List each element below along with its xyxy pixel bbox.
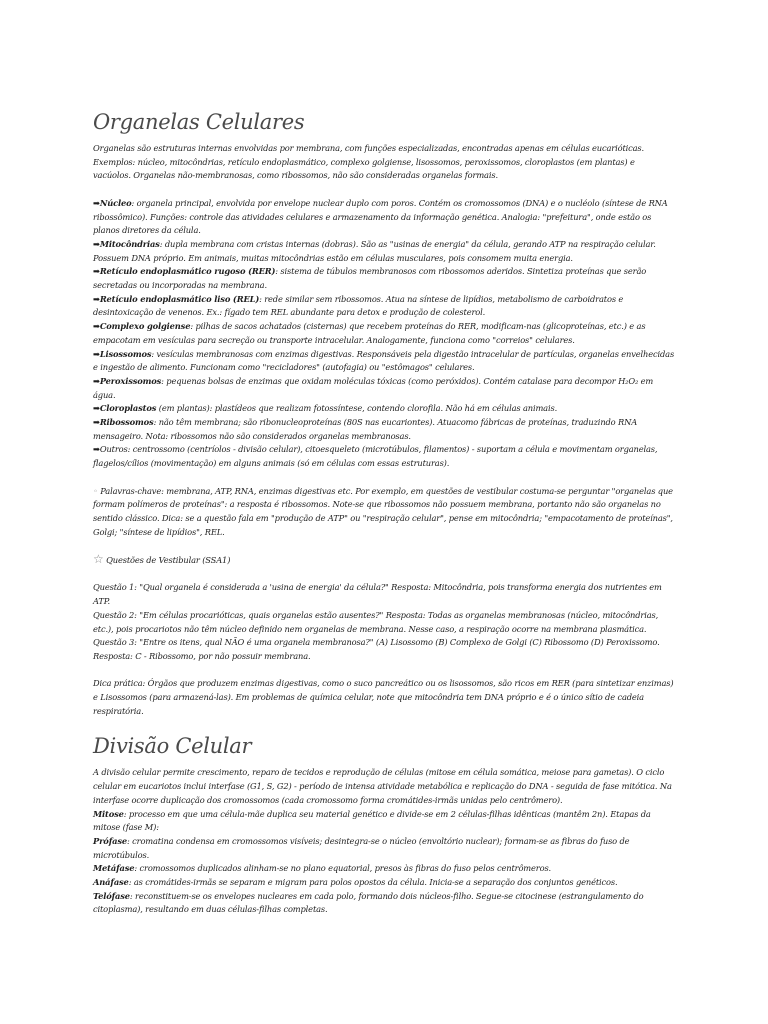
- star-icon: ☆: [93, 552, 104, 567]
- item-term: Núcleo: [99, 197, 132, 208]
- item-ribossomos: [93, 416, 675, 443]
- item-nucleo: [93, 197, 675, 238]
- item-text: (em plantas): plastídeos que realizam fotossíntese, contendo clorofila. Não há em células animais.: [156, 403, 558, 414]
- arrow-icon: ➡: [93, 403, 100, 414]
- item-text: : pilhas de sacos achatados (cisternas) que recebem proteínas do RER, modificam-nas (glicoproteínas, etc.) e as empacotam em vesículas para secreção ou transporte intracelular. Analogamente, funciona como "correios" celulares.: [93, 321, 646, 345]
- divisao-intro: A divisão celular permite crescimento, reparo de tecidos e reprodução de células (mitose em célula somática, meiose para gametas). O ciclo celular em eucariotos inclui interfase (G1, S, G2) - período de intensa atividade metabólica e replicação do DNA - seguida de fase mitótica. Na interfase ocorre duplicação dos cromossomos (cada cromossomo forma cromátides-irmãs unidas pelo centrômero).: [93, 767, 672, 805]
- item-cloroplastos: [93, 402, 675, 416]
- item-anafase: [93, 876, 675, 890]
- section-title-organelas: Organelas Celulares: [93, 110, 305, 134]
- item-text: : organela principal, envolvida por envelope nuclear duplo com poros. Contém os cromossomos (DNA) e o nucléolo (síntese de RNA ribossômico). Funções: controle das atividades celulares e armazenamento da informação genética. Analogia: "prefeitura", onde estão os planos diretores da célula.: [93, 197, 668, 236]
- item-mitose: [93, 808, 675, 835]
- keywords-paragraph: [93, 485, 675, 540]
- item-text: : reconstituem-se os envelopes nucleares em cada polo, formando dois núcleos-filho. Segue-se citocinese (estrangulamento do citoplasma), resultando em duas células-filhas completas.: [93, 890, 644, 915]
- organelas-intro: Organelas são estruturas internas envolvidas por membrana, com funções especializadas, encontradas apenas em células eucarióticas. Exemplos: núcleo, mitocôndrias, retículo endoplasmático, complexo golgiense, lisossomos, peroxissomos, cloroplastos (em plantas) e vacúolos. Organelas não-membranosas, como ribossomos, não são consideradas organelas formais.: [93, 143, 645, 181]
- item-text: : processo em que uma célula-mãe duplica seu material genético e divide-se em 2 células-filhas idênticas (mantêm 2n). Etapas da mitose (fase M):: [93, 808, 651, 833]
- arrow-icon: ➡: [93, 444, 100, 455]
- item-telofase: [93, 890, 675, 917]
- item-metafase: [93, 862, 675, 876]
- item-text: : dupla membrana com cristas internas (dobras). São as "usinas de energia" da célula, gerando ATP na respiração celular. Possuem DNA próprio. Em animais, muitas mitocôndrias estão em células musculares, pois consomem muita energia.: [93, 238, 656, 263]
- item-term: Lisossomos: [99, 348, 152, 359]
- item-peroxissomos: [93, 375, 675, 402]
- item-text: : pequenas bolsas de enzimas que oxidam moléculas tóxicas (como peróxidos). Contém catalase para decompor H₂O₂ em água.: [93, 375, 654, 400]
- item-term: Peroxissomos: [99, 375, 162, 386]
- arrow-icon: ➡: [93, 417, 100, 428]
- item-lisossomos: [93, 348, 675, 375]
- arrow-icon: ➡: [93, 266, 100, 277]
- item-rel: [93, 293, 675, 320]
- item-text: Outros: centrossomo (centríolos - divisão celular), citoesqueleto (microtúbulos, filamentos) - suportam a célula e movimentam organelas, flagelos/cílios (movimentação) em alguns animais (só em células com essas estruturas).: [93, 444, 658, 469]
- item-text: : sistema de túbulos membranosos com ribossomos aderidos. Sintetiza proteínas que serão secretadas ou incorporadas na membrana.: [93, 266, 647, 291]
- item-term: Cloroplastos: [99, 403, 157, 414]
- arrow-icon: ➡: [93, 293, 100, 304]
- item-outros: [93, 443, 675, 470]
- questions-title: Questões de Vestibular (SSA1): [106, 555, 231, 566]
- arrow-icon: ➡: [93, 375, 100, 386]
- item-text: : rede similar sem ribossomos. Atua na síntese de lipídios, metabolismo de carboidratos e desintoxicação de venenos. Ex.: fígado tem REL abundante para detox e produção de colesterol.: [93, 293, 624, 318]
- arrow-icon: ➡: [93, 238, 100, 249]
- item-term: Anáfase: [93, 877, 129, 888]
- arrow-icon: ➡: [93, 348, 100, 359]
- item-golgi: [93, 320, 675, 347]
- item-text: : vesículas membranosas com enzimas digestivas. Responsáveis pela digestão intracelular de partículas, organelas envelhecidas e ingestão de alimento. Funcionam como "recicladores" (autofagia) ou "estômagos" celulares.: [93, 348, 675, 373]
- item-term: Mitocôndrias: [99, 238, 160, 249]
- item-text: : cromatina condensa em cromossomos visíveis; desintegra-se o núcleo (envoltório nuclear); formam-se as fibras do fuso de microtúbulos.: [93, 835, 630, 860]
- bullet-icon: ◦: [93, 485, 98, 496]
- item-term: Metáfase: [93, 863, 135, 874]
- item-term: Retículo endoplasmático rugoso (RER): [99, 266, 276, 277]
- item-term: Retículo endoplasmático liso (REL): [99, 293, 260, 304]
- arrow-icon: ➡: [93, 321, 100, 332]
- arrow-icon: ➡: [93, 197, 100, 208]
- item-term: Prófase: [93, 835, 127, 846]
- questions-heading: [93, 553, 675, 568]
- document-content: [93, 108, 675, 917]
- item-mitocondrias: [93, 238, 675, 265]
- keywords-text: Palavras-chave: membrana, ATP, RNA, enzimas digestivas etc. Por exemplo, em questões de vestibular costuma-se perguntar "organelas que formam polímeros de proteínas": a resposta é ribossomos. Note-se que ribossomos não possuem membrana, portanto não são organelas no sentido clássico. Dica: se a questão fala em "produção de ATP" ou "respiração celular", pense em mitocôndria; "empacotamento de proteínas", Golgi; "síntese de lipídios", REL.: [93, 485, 673, 537]
- item-term: Mitose: [93, 808, 124, 819]
- item-profase: [93, 835, 675, 862]
- question-3: Questão 3: "Entre os itens, qual NÃO é uma organela membranosa?" (A) Lisossomo (B) Complexo de Golgi (C) Ribossomo (D) Peroxissomo. Resposta: C - Ribossomo, por não possuir membrana.: [93, 637, 660, 661]
- item-text: : as cromátides-irmãs se separam e migram para polos opostos da célula. Inicia-se a separação dos conjuntos genéticos.: [128, 877, 618, 888]
- question-2: Questão 2: "Em células procarióticas, quais organelas estão ausentes?" Resposta: Todas as organelas membranosas (núcleo, mitocôndrias, etc.), pois procariotos não têm núcleo definido nem organelas de membrana. Nesse caso, a respiração ocorre na membrana plasmática.: [93, 609, 659, 634]
- item-text: : cromossomos duplicados alinham-se no plano equatorial, presos às fibras do fuso pelos centrômeros.: [134, 863, 552, 874]
- item-term: Telófase: [93, 890, 130, 901]
- tip-paragraph: Dica prática: Órgãos que produzem enzimas digestivas, como o suco pancreático ou os lisossomos, são ricos em RER (para sintetizar enzimas) e Lisossomos (para armazená-las). Em problemas de química celular, note que mitocôndria tem DNA próprio e é o único sítio de cadeia respiratória.: [93, 678, 674, 716]
- item-rer: [93, 265, 675, 292]
- item-text: : não têm membrana; são ribonucleoproteínas (80S nas eucariontes). Atuacomo fábricas de proteínas, traduzindo RNA mensageiro. Nota: ribossomos não são considerados organelas membranosas.: [93, 417, 638, 441]
- item-term: Ribossomos: [99, 417, 154, 428]
- item-term: Complexo golgiense: [99, 321, 191, 332]
- question-1: Questão 1: "Qual organela é considerada a 'usina de energia' da célula?" Resposta: Mitocôndria, pois transforma energia dos nutrientes em ATP.: [93, 582, 662, 607]
- section-title-divisao: Divisão Celular: [93, 734, 252, 759]
